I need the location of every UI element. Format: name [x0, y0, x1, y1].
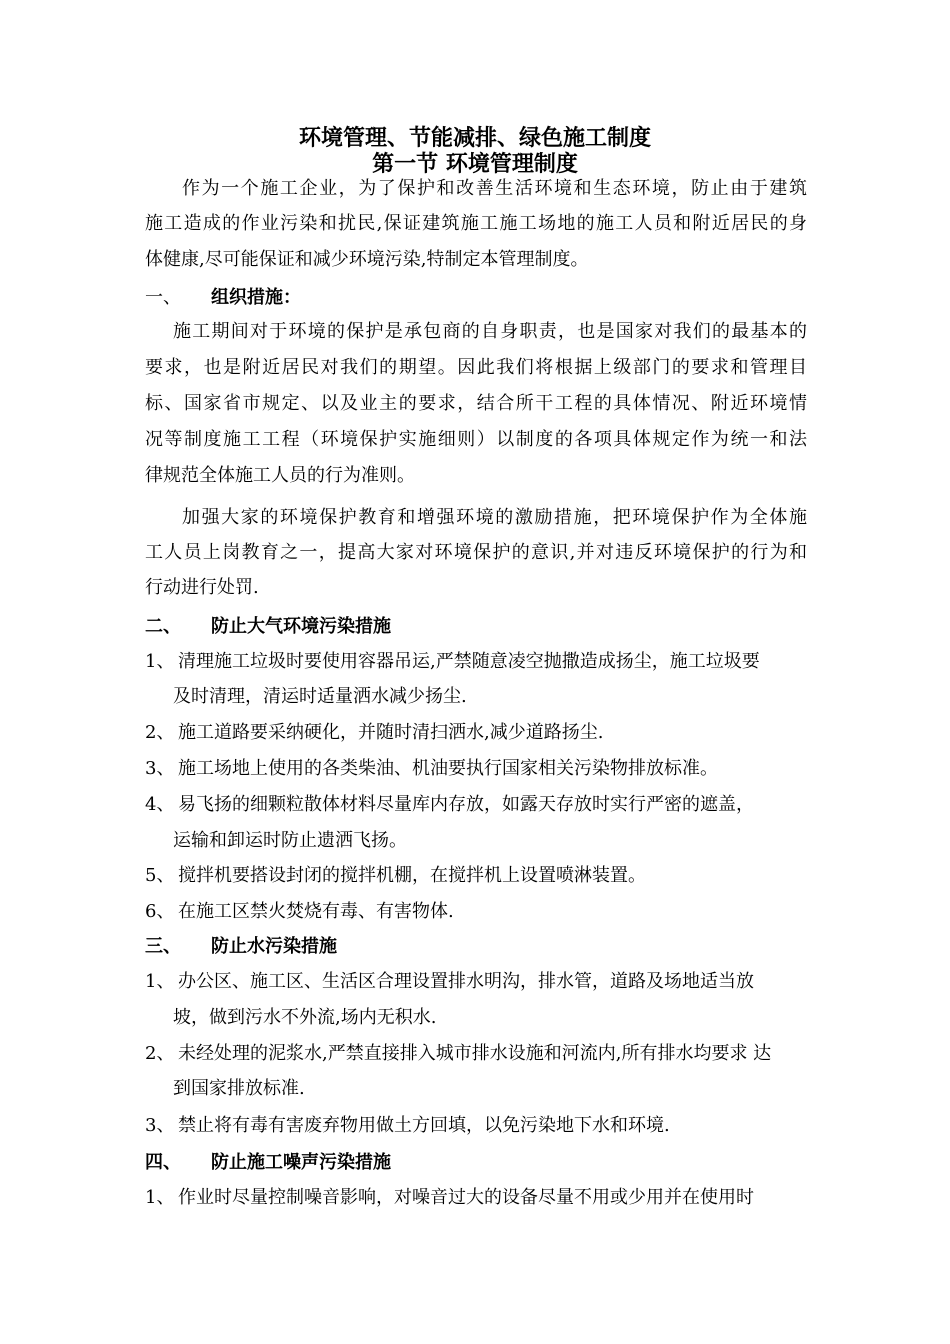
item-text: 清理施工垃圾时要使用容器吊运,严禁随意凌空抛撒造成扬尘，施工垃圾要 — [178, 651, 760, 672]
section-number: 三、 — [145, 936, 181, 957]
intro-line: 体健康,尽可能保证和减少环境污染,特制定本管理制度。 — [145, 249, 589, 270]
list-item — [145, 793, 754, 817]
item-continuation: 运输和卸运时防止遗洒飞扬。 — [173, 830, 407, 851]
section-heading — [145, 615, 391, 639]
paragraph-line: 况等制度施工工程（环境保护实施细则）以制度的各项具体规定作为统一和法 — [145, 429, 807, 450]
paragraph-line: 行动进行处罚. — [145, 577, 259, 598]
section-title: 第一节 环境管理制度 — [372, 151, 578, 177]
item-number: 1、 — [145, 651, 175, 672]
section-heading-text: 防止施工噪声污染措施 — [211, 1152, 391, 1173]
section-heading — [145, 935, 337, 959]
section-number: 四、 — [145, 1152, 181, 1173]
section-heading-text: 防止大气环境污染措施 — [211, 616, 391, 637]
item-number: 4、 — [145, 794, 175, 815]
section-heading — [145, 1151, 391, 1175]
list-item — [145, 1114, 670, 1138]
item-number: 2、 — [145, 1043, 175, 1064]
paragraph-line: 加强大家的环境保护教育和增强环境的激励措施，把环境保护作为全体施 — [182, 507, 807, 528]
section-heading-text: 组织措施： — [211, 287, 301, 308]
item-number: 1、 — [145, 1187, 175, 1208]
intro-line: 作为一个施工企业，为了保护和改善生活环境和生态环境，防止由于建筑 — [182, 178, 807, 199]
item-text: 施工场地上使用的各类柴油、机油要执行国家相关污染物排放标准。 — [178, 758, 718, 779]
item-text: 作业时尽量控制噪音影响，对噪音过大的设备尽量不用或少用并在使用时 — [178, 1187, 754, 1208]
item-text: 易飞扬的细颗粒散体材料尽量库内存放，如露天存放时实行严密的遮盖， — [178, 794, 754, 815]
intro-line: 施工造成的作业污染和扰民,保证建筑施工施工场地的施工人员和附近居民的身 — [145, 213, 807, 234]
item-text: 搅拌机要搭设封闭的搅拌机棚，在搅拌机上设置喷淋装置。 — [178, 865, 646, 886]
section-number: 二、 — [145, 616, 181, 637]
paragraph-line: 律规范全体施工人员的行为准则。 — [145, 465, 415, 486]
item-continuation: 坡，做到污水不外流,场内无积水. — [173, 1007, 437, 1028]
item-continuation: 到国家排放标准. — [173, 1078, 305, 1099]
paragraph-line: 标、国家省市规定、以及业主的要求，结合所干工程的具体情况、附近环境情 — [145, 393, 807, 414]
item-number: 2、 — [145, 722, 175, 743]
item-number: 5、 — [145, 865, 175, 886]
list-item — [145, 1186, 754, 1210]
item-text: 未经处理的泥浆水,严禁直接排入城市排水设施和河流内,所有排水均要求 达 — [178, 1043, 772, 1064]
item-text: 办公区、施工区、生活区合理设置排水明沟，排水管，道路及场地适当放 — [178, 971, 754, 992]
paragraph-line: 施工期间对于环境的保护是承包商的自身职责，也是国家对我们的最基本的 — [173, 321, 807, 342]
section-number: 一、 — [145, 287, 181, 308]
item-number: 3、 — [145, 758, 175, 779]
list-item — [145, 970, 754, 994]
item-number: 6、 — [145, 901, 175, 922]
section-heading — [145, 286, 301, 310]
list-item — [145, 650, 760, 674]
item-number: 1、 — [145, 971, 175, 992]
paragraph-line: 工人员上岗教育之一，提高大家对环境保护的意识,并对违反环境保护的行为和 — [145, 542, 807, 563]
list-item — [145, 864, 646, 888]
item-text: 禁止将有毒有害废弃物用做土方回填，以免污染地下水和环境. — [178, 1115, 670, 1136]
document-title: 环境管理、节能减排、绿色施工制度 — [298, 125, 651, 151]
item-continuation: 及时清理，清运时适量洒水减少扬尘. — [173, 686, 467, 707]
section-heading-text: 防止水污染措施 — [211, 936, 337, 957]
list-item — [145, 1042, 771, 1066]
item-text: 施工道路要采纳硬化，并随时清扫洒水,减少道路扬尘. — [178, 722, 604, 743]
list-item — [145, 900, 454, 924]
item-text: 在施工区禁火焚烧有毒、有害物体. — [178, 901, 454, 922]
item-number: 3、 — [145, 1115, 175, 1136]
list-item — [145, 721, 603, 745]
paragraph-line: 要求，也是附近居民对我们的期望。因此我们将根据上级部门的要求和管理目 — [145, 357, 807, 378]
list-item — [145, 757, 718, 781]
